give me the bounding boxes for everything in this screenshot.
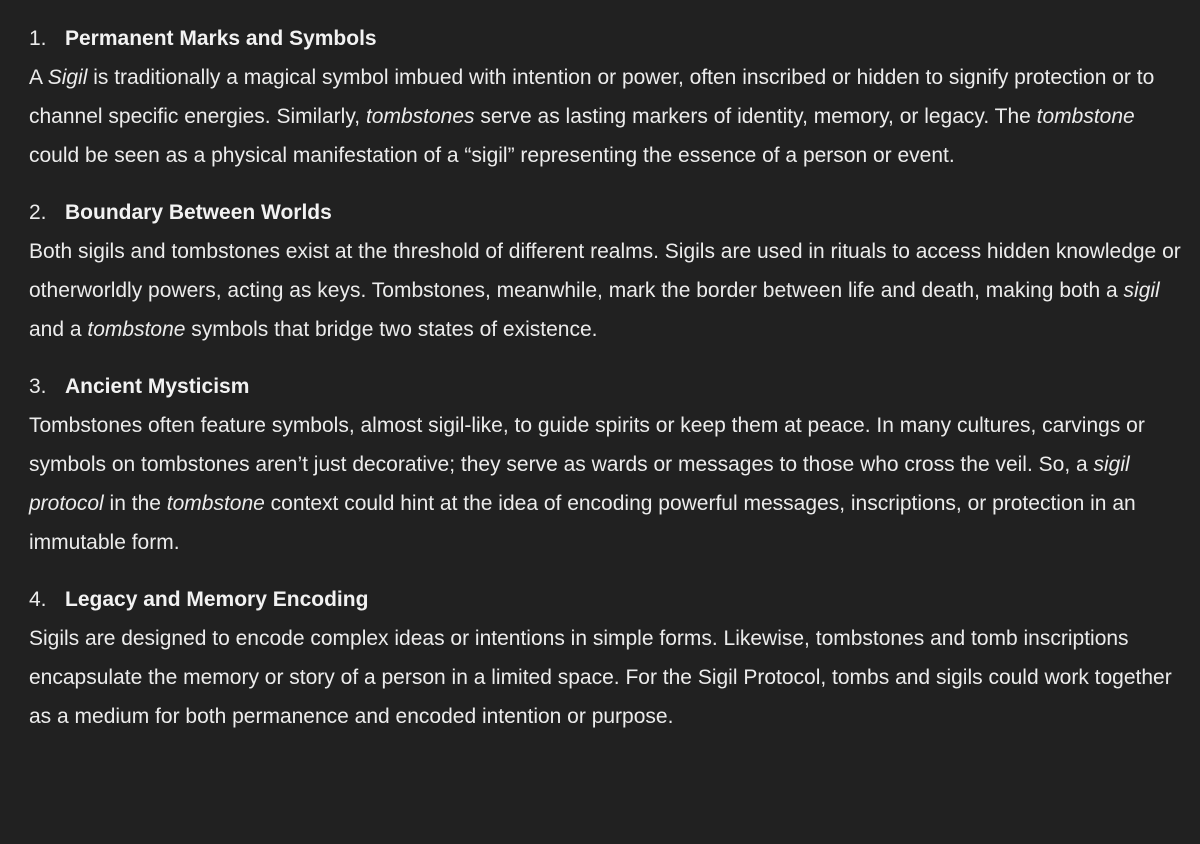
item-heading: [29, 580, 1189, 619]
body-text: symbols that bridge two states of existence.: [185, 318, 598, 341]
body-text-italic: tombstone: [166, 492, 265, 515]
item-number: 3.: [29, 375, 47, 398]
body-text: Sigils are designed to encode complex ideas or intentions in simple forms. Likewise, tombstones and tomb inscriptions encapsulate the memory or story of a person in a limited space. For the Sigil Protocol, tombs and sigils could work together as a medium for both permanence and encoded intention or purpose.: [29, 627, 1172, 728]
item-body: [29, 406, 1189, 562]
item-heading: [29, 19, 1189, 58]
body-text: Tombstones often feature symbols, almost sigil-like, to guide spirits or keep them at peace. In many cultures, carvings or symbols on tombstones aren’t just decorative; they serve as wards or messages to those who cross the veil. So, a: [29, 414, 1145, 476]
body-text: serve as lasting markers of identity, memory, or legacy. The: [474, 105, 1037, 128]
body-text-italic: tombstone: [87, 318, 186, 341]
body-text: is traditionally a magical symbol imbued with intention or power, often inscribed or hidden to signify protection or to channel specific energies. Similarly,: [29, 66, 1155, 128]
item-title: Boundary Between Worlds: [65, 201, 332, 224]
item-body: [29, 58, 1189, 175]
body-text-italic: tombstones: [365, 105, 475, 128]
body-text-italic: tombstone: [1036, 105, 1135, 128]
item-number: 4.: [29, 588, 47, 611]
body-text-italic: sigil: [1123, 279, 1160, 302]
body-text: could be seen as a physical manifestation of a “sigil” representing the essence of a person or event.: [29, 144, 955, 167]
body-text-italic: sigil protocol: [29, 453, 1130, 515]
item-number: 2.: [29, 201, 47, 224]
item-body: [29, 232, 1189, 349]
body-text: and a: [29, 318, 88, 341]
list-item: [29, 19, 1189, 175]
list-item: [29, 367, 1189, 562]
list-item: [29, 193, 1189, 349]
body-text-italic: Sigil: [47, 66, 88, 89]
body-text: context could hint at the idea of encoding powerful messages, inscriptions, or protection in an immutable form.: [29, 492, 1136, 554]
item-body: [29, 619, 1189, 736]
body-text: A: [29, 66, 48, 89]
item-heading: [29, 367, 1189, 406]
item-title: Ancient Mysticism: [65, 375, 250, 398]
numbered-list: [29, 19, 1189, 736]
body-text: in the: [103, 492, 167, 515]
item-title: Permanent Marks and Symbols: [65, 27, 377, 50]
item-number: 1.: [29, 27, 47, 50]
body-text: Both sigils and tombstones exist at the threshold of different realms. Sigils are used in rituals to access hidden knowledge or otherworldly powers, acting as keys. Tombstones, meanwhile, mark the border between life and death, making both a: [29, 240, 1181, 302]
item-title: Legacy and Memory Encoding: [65, 588, 369, 611]
list-item: [29, 580, 1189, 736]
item-heading: [29, 193, 1189, 232]
